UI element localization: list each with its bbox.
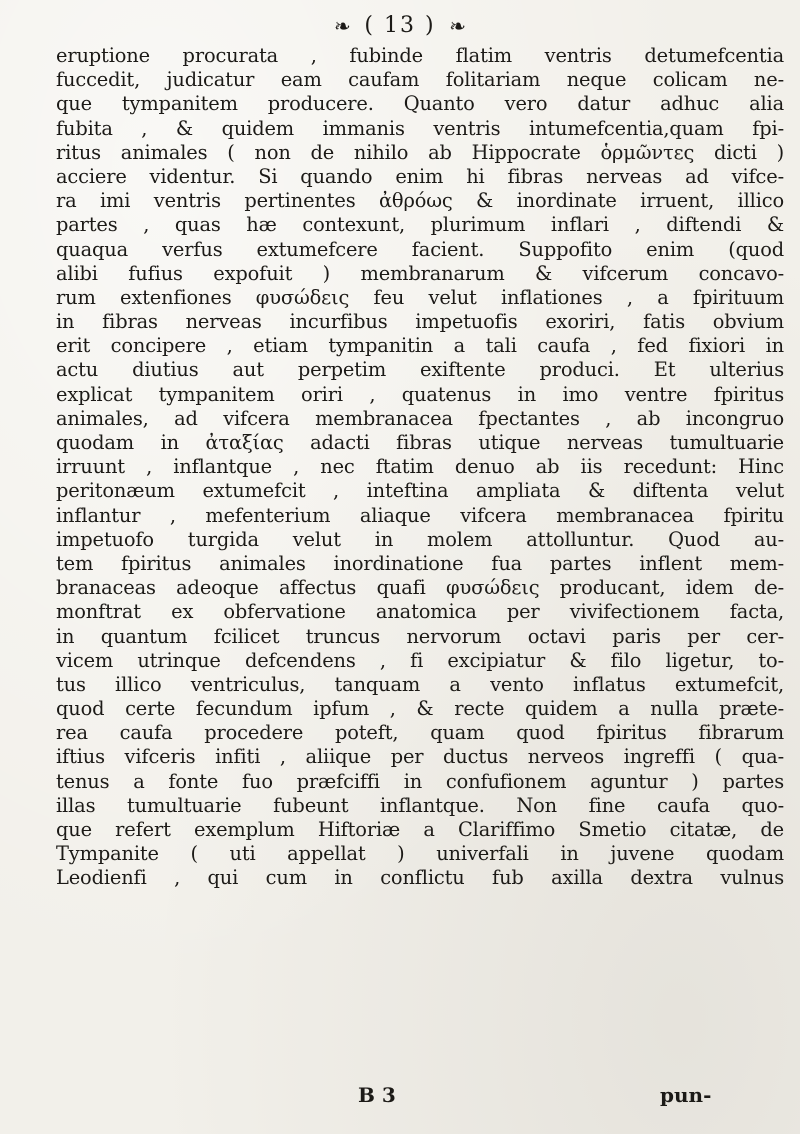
text-line: partes , quas hæ contexunt, plurimum inflari , diftendi & <box>56 213 784 237</box>
text-line: que tympanitem producere. Quanto vero datur adhuc alia <box>56 92 784 116</box>
text-line: actu diutius aut perpetim exiftente produci. Et ulterius <box>56 358 784 382</box>
text-line: Leodienfi , qui cum in conflictu fub axilla dextra vulnus <box>56 866 784 890</box>
text-line: quod certe fecundum ipfum , & recte quidem a nulla præte- <box>56 697 784 721</box>
text-line: vicem utrinque defcendens , fi excipiatur & filo ligetur, to- <box>56 648 784 672</box>
text-line: ra imi ventris pertinentes ἀθρόως & inordinate irruent, illico <box>56 189 784 213</box>
text-line: explicat tympanitem oriri , quatenus in imo ventre fpiritus <box>56 382 784 406</box>
text-line: iftius vifceris infiti , aliique per ductus nerveos ingreffi ( qua- <box>56 745 784 769</box>
text-line: peritonæum extumefcit , inteftina ampliata & diftenta velut <box>56 479 784 503</box>
text-line: quodam in ἀταξίας adacti fibras utique nerveas tumultuarie <box>56 431 784 454</box>
right-ornament-icon: ❧ <box>449 13 466 38</box>
text-line: fubita , & quidem immanis ventris intumefcentia,quam fpi- <box>56 116 784 140</box>
text-line: irruunt , inflantque , nec ftatim denuo ab iis recedunt: Hinc <box>56 455 784 479</box>
text-line: animales, ad vifcera membranacea fpectantes , ab incongruo <box>56 406 784 430</box>
text-line: monftrat ex obfervatione anatomica per vivifectionem facta, <box>56 600 784 624</box>
text-line: alibi fufius expofuit ) membranarum & vifcerum concavo- <box>56 261 784 285</box>
page-number: ( 13 ) <box>364 12 436 38</box>
running-header <box>0 6 800 42</box>
text-line: in quantum fcilicet truncus nervorum octavi paris per cer- <box>56 624 784 648</box>
body-text <box>56 44 784 891</box>
text-line: erit concipere , etiam tympanitin a tali caufa , fed fixiori in <box>56 334 784 358</box>
page-footer <box>0 1082 800 1108</box>
text-line: que refert exemplum Hiftoriæ a Clariffimo Smetio citatæ, de <box>56 818 784 841</box>
catchword: pun- <box>660 1083 712 1107</box>
text-line: Tympanite ( uti appellat ) univerfali in juvene quodam <box>56 842 784 866</box>
text-line: tenus a fonte fuo præfciffi in confufionem aguntur ) partes <box>56 769 784 793</box>
text-line: impetuofo turgida velut in molem attolluntur. Quod au- <box>56 527 784 551</box>
text-line: quaqua verfus extumefcere facient. Suppofito enim (quod <box>56 237 784 261</box>
text-line: ritus animales ( non de nihilo ab Hippocrate ὁρμῶντες dicti ) <box>56 140 784 164</box>
text-line: tus illico ventriculus, tanquam a vento inflatus extumefcit, <box>56 672 784 696</box>
text-line: fuccedit, judicatur eam caufam folitariam neque colicam ne- <box>56 68 784 92</box>
signature-mark: B 3 <box>358 1083 396 1107</box>
text-line: rea caufa procedere poteft, quam quod fpiritus fibrarum <box>56 721 784 745</box>
text-line: branaceas adeoque affectus quafi φυσώδεις producant, idem de- <box>56 576 784 600</box>
left-ornament-icon: ❧ <box>334 13 351 38</box>
text-line: in fibras nerveas incurfibus impetuofis exoriri, fatis obvium <box>56 310 784 334</box>
text-line: rum extenfiones φυσώδεις feu velut inflationes , a fpirituum <box>56 285 784 309</box>
text-line: eruptione procurata , fubinde flatim ventris detumefcentia <box>56 44 784 67</box>
text-line: tem fpiritus animales inordinatione fua partes inflent mem- <box>56 551 784 575</box>
text-line: illas tumultuarie fubeunt inflantque. Non fine caufa quo- <box>56 793 784 817</box>
text-line: inflantur , mefenterium aliaque vifcera membranacea fpiritu <box>56 503 784 527</box>
text-line: acciere videntur. Si quando enim hi fibras nerveas ad vifce- <box>56 164 784 188</box>
